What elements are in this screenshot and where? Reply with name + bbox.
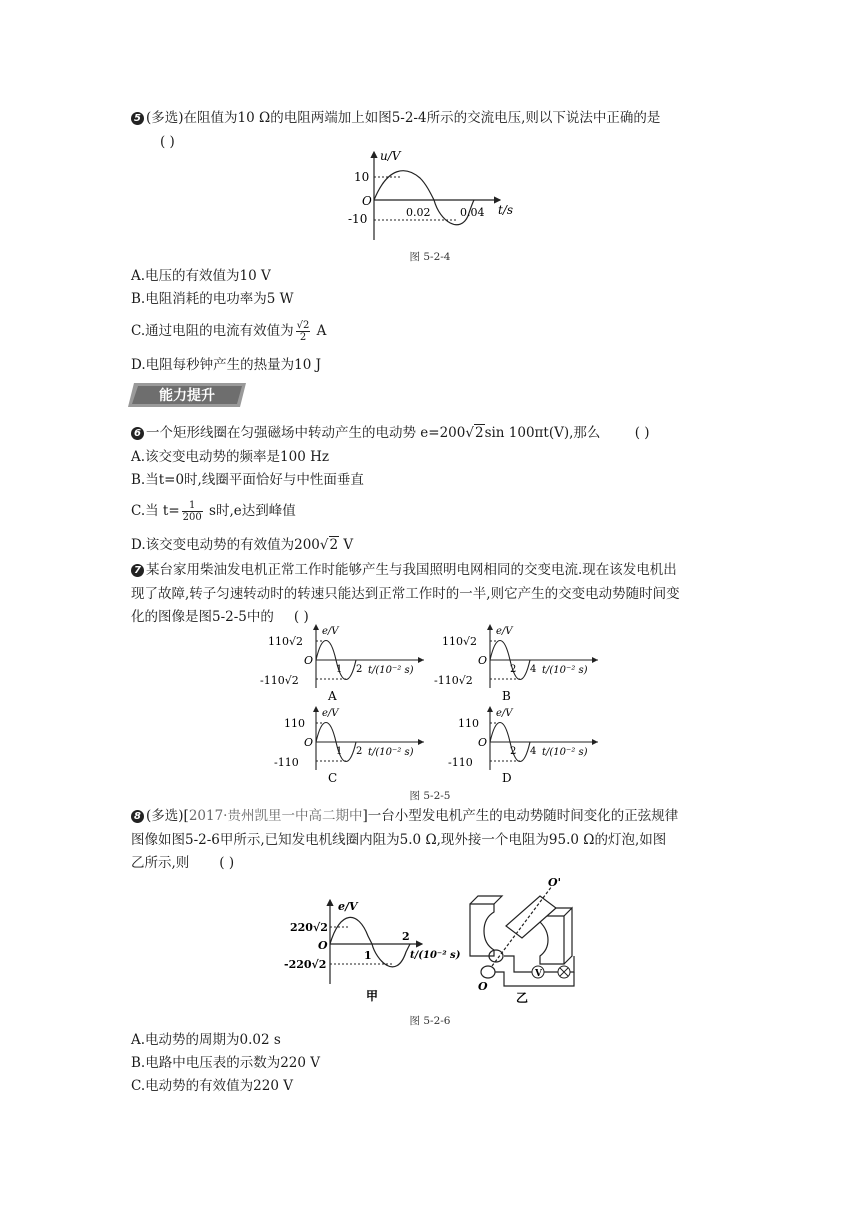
q7-x1: 1	[336, 664, 343, 675]
q5-x1: 0.02	[406, 206, 431, 219]
q7-origin: O	[304, 654, 314, 667]
svg-text:O: O	[318, 939, 328, 952]
q5-origin: O	[362, 194, 372, 208]
q7-graph-label: A	[328, 689, 337, 703]
q8-stem-line1: 8 (多选)[2017·贵州凯里一中高二期中]一台小型发电机产生的电动势随时间变化的正弦规律	[131, 806, 678, 826]
q8-stem-line2: 图像如图5-2-6甲所示,已知发电机线圈内阻为5.0 Ω,现外接一个电阻为95.0 Ω的灯泡,如图	[131, 832, 667, 848]
q7-x2: 4	[530, 746, 537, 757]
q6-stem: 6 一个矩形线圈在匀强磁场中转动产生的电动势 e=200√2sin 100πt(V),那么 ( )	[131, 423, 650, 443]
q7-origin: O	[304, 736, 314, 749]
q8-figure-a	[282, 896, 462, 1006]
q5-y-label: u/V	[380, 149, 401, 163]
q7-y-bottom: -110	[448, 756, 473, 769]
q7-graph-label: D	[502, 771, 512, 785]
q7-x-label: t/(10⁻² s)	[542, 665, 588, 676]
q5-figure	[340, 148, 530, 244]
q7-y-label: e/V	[322, 626, 339, 637]
q5-number: 5	[131, 112, 144, 125]
q7-y-top: 110√2	[442, 635, 478, 648]
q7-stem-line1: 7 某台家用柴油发电机正常工作时能够产生与我国照明电网相同的交变电流.现在该发电机出	[131, 560, 677, 580]
q5-option-a: A.电压的有效值为10 V	[131, 268, 271, 284]
q7-x2: 4	[530, 664, 537, 675]
q7-stem-line3: 化的图像是图5-2-5中的 ( )	[131, 609, 309, 625]
svg-text:能力提升: 能力提升	[159, 388, 215, 404]
q7-y-label: e/V	[322, 708, 339, 719]
svg-text:2: 2	[402, 930, 410, 943]
q7-x-label: t/(10⁻² s)	[542, 747, 588, 758]
q6-option-d: D.该交变电动势的有效值为200√2 V	[131, 537, 354, 553]
q6-option-c: C.当 t= $\frac{1}{200}$ s时,e达到峰值	[131, 500, 296, 523]
svg-text:O: O	[478, 980, 488, 993]
q8-caption: 图 5-2-6	[409, 1015, 451, 1027]
svg-text:t/(10⁻² s): t/(10⁻² s)	[410, 950, 461, 961]
q6-number: 6	[131, 427, 144, 440]
q7-x2: 2	[356, 746, 363, 757]
svg-text:甲: 甲	[366, 989, 379, 1003]
svg-text:220√2: 220√2	[290, 921, 328, 934]
q5-stem: 5 (多选)在阻值为10 Ω的电阻两端加上如图5-2-4所示的交流电压,则以下说法中正确的是	[131, 108, 660, 128]
q7-y-bottom: -110√2	[260, 674, 299, 687]
q7-graph-label: B	[502, 689, 511, 703]
q8-source: 2017·贵州凯里一中高二期中	[188, 808, 363, 824]
q7-x2: 2	[356, 664, 363, 675]
q6-option-a: A.该交变电动势的频率是100 Hz	[131, 449, 329, 465]
q5-x-label: t/s	[498, 203, 514, 217]
q7-y-top: 110	[458, 717, 479, 730]
q8-number: 8	[131, 810, 144, 823]
q7-y-label: e/V	[496, 708, 513, 719]
q5-answer-paren: ( )	[160, 134, 175, 150]
q7-y-label: e/V	[496, 626, 513, 637]
q7-x1: 2	[510, 746, 517, 757]
q7-graph-label: C	[328, 771, 338, 785]
q8-stem-line3: 乙所示,则 ( )	[131, 855, 235, 871]
q7-caption: 图 5-2-5	[409, 790, 451, 802]
q7-x-label: t/(10⁻² s)	[368, 747, 414, 758]
svg-text:乙: 乙	[516, 991, 529, 1005]
q5-option-d: D.电阻每秒钟产生的热量为10 J	[131, 357, 322, 373]
q5-y-top: 10	[354, 170, 370, 184]
q7-y-top: 110√2	[268, 635, 304, 648]
q6-option-b: B.当t=0时,线圈平面恰好与中性面垂直	[131, 472, 364, 488]
q7-y-bottom: -110√2	[434, 674, 473, 687]
q7-y-bottom: -110	[274, 756, 299, 769]
q7-graph-c	[258, 704, 428, 786]
q8-figure-b	[464, 876, 584, 1006]
q5-option-c: C.通过电阻的电流有效值为 $\frac{√2}{2}$ A	[131, 320, 327, 343]
q8-option-a: A.电动势的周期为0.02 s	[131, 1032, 281, 1048]
q7-graph-a	[258, 622, 428, 704]
svg-text:-220√2: -220√2	[284, 958, 327, 971]
q5-x2: 0.04	[460, 206, 485, 219]
q7-origin: O	[478, 736, 488, 749]
q7-stem-line2: 现了故障,转子匀速转动时的转速只能达到正常工作时的一半,则它产生的交变电动势随时间变	[131, 586, 680, 602]
voltmeter-icon: V	[535, 969, 542, 979]
q7-x-label: t/(10⁻² s)	[368, 665, 414, 676]
q7-x1: 2	[510, 664, 517, 675]
svg-text:e/V: e/V	[338, 900, 358, 913]
q8-option-b: B.电路中电压表的示数为220 V	[131, 1055, 321, 1071]
section-banner	[128, 381, 246, 409]
q8-option-c: C.电动势的有效值为220 V	[131, 1078, 293, 1094]
q7-number: 7	[131, 564, 144, 577]
q5-caption: 图 5-2-4	[409, 251, 451, 263]
svg-text:1: 1	[364, 949, 372, 962]
q7-graph-d	[432, 704, 602, 786]
svg-text:O': O'	[548, 876, 561, 889]
q5-option-b: B.电阻消耗的电功率为5 W	[131, 291, 294, 307]
q7-origin: O	[478, 654, 488, 667]
q7-graph-b	[432, 622, 602, 704]
q7-y-top: 110	[284, 717, 305, 730]
q7-x1: 1	[336, 746, 343, 757]
q5-y-bottom: -10	[348, 212, 368, 226]
